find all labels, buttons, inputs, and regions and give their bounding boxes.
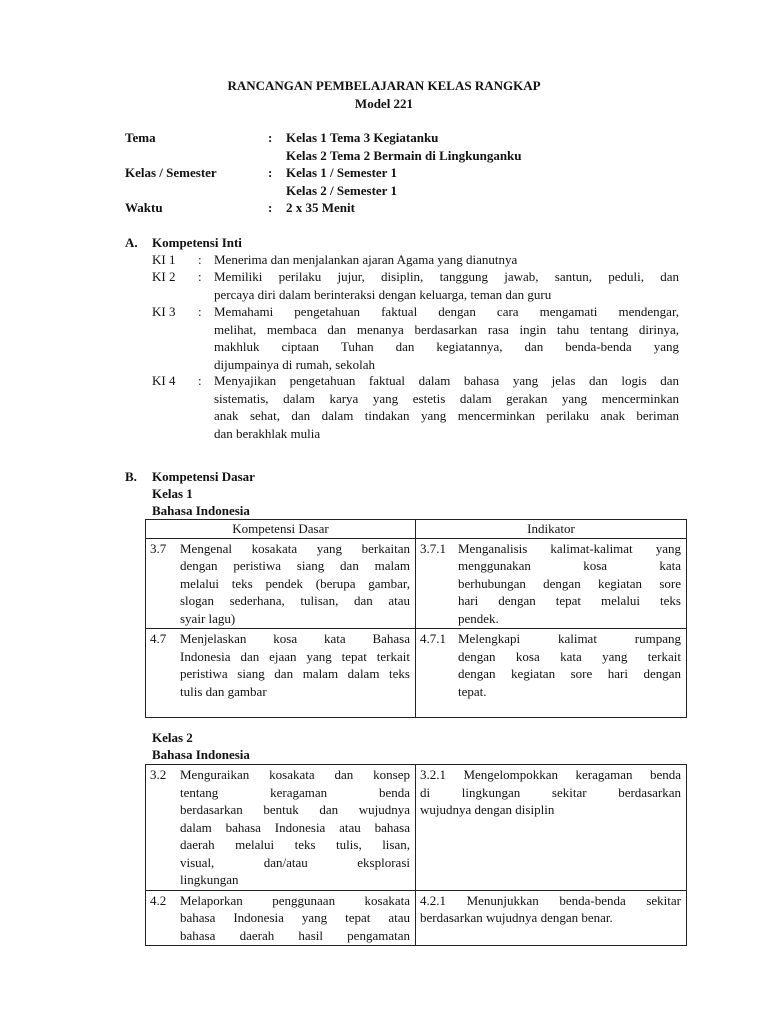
meta-value (286, 199, 686, 217)
indikator-cell (416, 629, 687, 718)
kd-cell (146, 538, 416, 629)
ki-text (214, 372, 679, 442)
table-row (146, 890, 687, 946)
ki-text (214, 268, 679, 303)
kd-line: peristiwa siang dan malam dalam teks (180, 666, 410, 681)
kelas2-label: Kelas 2 (152, 730, 193, 745)
kd-line: melalui teks pendek (berupa gambar, (180, 575, 410, 591)
kd-number: 3.2 (150, 767, 167, 782)
indikator-line: berhubungan dengan kegiatan sore (458, 575, 681, 591)
kd-line: dalam bahasa Indonesia atau bahasa (180, 819, 410, 835)
kd-line: dengan peristiwa siang dan malam (180, 558, 410, 573)
kelas1-label: Kelas 1 (152, 486, 193, 501)
meta-value-line: Kelas 2 Tema 2 Bermain di Lingkunganku (286, 147, 522, 163)
header-kompetensi-dasar: Kompetensi Dasar (146, 520, 416, 539)
kd-line: bahasa daerah hasil pengamatan (180, 927, 410, 943)
ki-line: Menerima dan menjalankan ajaran Agama yang dianutnya (214, 252, 518, 267)
meta-value-line: Kelas 1 / Semester 1 (286, 165, 397, 180)
kd-cell (146, 890, 416, 946)
indikator-number: 3.2.1 (420, 767, 446, 782)
indikator-line: di lingkungan sekitar berdasarkan (420, 784, 681, 800)
kelas2-subject: Bahasa Indonesia (152, 747, 250, 762)
meta-label: Waktu (125, 200, 163, 215)
kd-line: visual, dan/atau eksplorasi (180, 854, 410, 870)
kd-number: 4.2 (150, 892, 167, 908)
ki-colon: : (198, 304, 202, 319)
ki-line: sistematis, dalam karya yang estetis dalam gerakan yang mencerminkan (214, 390, 679, 406)
kd-line: tentang keragaman benda (180, 784, 410, 800)
section-a-letter: A. (125, 235, 138, 250)
ki-text (214, 251, 679, 269)
ki-line: melihat, membaca dan menanya berdasarkan rasa ingin tahu tentang dirinya, (214, 321, 679, 337)
meta-label: Kelas / Semester (125, 165, 217, 180)
kd-line: syair lagu) (180, 610, 236, 626)
meta-colon: : (268, 165, 273, 180)
ki-code: KI 3 (152, 304, 176, 319)
kd-line: daerah melalui teks tulis, lisan, (180, 837, 410, 852)
kd-cell (146, 629, 416, 718)
ki-line: anak sehat, dan dalam tindakan yang mencerminkan perilaku anak beriman (214, 408, 679, 423)
kelas2-table (145, 764, 687, 946)
kd-line: Melaporkan penggunaan kosakata (180, 892, 410, 908)
indikator-number: 4.7.1 (420, 631, 446, 646)
meta-label: Tema (125, 130, 156, 145)
ki-code: KI 4 (152, 373, 176, 388)
kd-text (150, 540, 410, 628)
header-indikator: Indikator (416, 520, 687, 539)
document-title: RANCANGAN PEMBELAJARAN KELAS RANGKAP (227, 78, 541, 93)
indikator-line: dengan kegiatan sore hari dengan (458, 666, 681, 681)
table-row (146, 765, 687, 891)
ki-line: Memahami pengetahuan faktual dengan cara mengamati mendengar, (214, 304, 679, 319)
indikator-number: 3.7.1 (420, 540, 446, 556)
kd-line: lingkungan (180, 872, 239, 887)
ki-code: KI 2 (152, 269, 176, 284)
indikator-text (420, 540, 681, 628)
kd-line: Menjelaskan kosa kata Bahasa (180, 631, 410, 646)
kd-line: bahasa Indonesia yang tepat atau (180, 910, 410, 925)
meta-value-line: Kelas 2 / Semester 1 (286, 182, 397, 198)
ki-line: Memiliki perilaku jujur, disiplin, tanggung jawab, santun, peduli, dan (214, 269, 679, 284)
ki-line: dijumpainya di rumah, sekolah (214, 356, 376, 372)
kd-line: Mengenal kosakata yang berkaitan (180, 540, 410, 556)
indikator-cell (416, 765, 687, 891)
kd-number: 3.7 (150, 540, 167, 556)
indikator-line: Menunjukkan benda-benda sekitar (466, 892, 681, 908)
indikator-text (420, 766, 681, 819)
ki-line: makhluk ciptaan Tuhan dan kegiatannya, dan benda-benda yang (214, 339, 679, 354)
indikator-line: Mengelompokkan keragaman benda (463, 767, 682, 782)
ki-text (214, 303, 679, 373)
kelas1-subject: Bahasa Indonesia (152, 503, 250, 518)
kd-line: Indonesia dan ejaan yang tepat terkait (180, 648, 410, 664)
kd-number: 4.7 (150, 631, 167, 646)
kd-line: Menguraikan kosakata dan konsep (180, 767, 410, 782)
ki-code: KI 1 (152, 252, 176, 267)
meta-value-line: Kelas 1 Tema 3 Kegiatanku (286, 130, 439, 145)
table-row (146, 629, 687, 718)
indikator-line: tepat. (458, 683, 487, 699)
indikator-text (420, 630, 681, 700)
kelas1-table (145, 519, 687, 718)
meta-value (286, 129, 686, 164)
table-header-row (146, 520, 687, 539)
meta-colon: : (268, 200, 273, 215)
kd-text (150, 766, 410, 889)
indikator-line: pendek. (458, 610, 499, 626)
indikator-line: wujudnya dengan disiplin (420, 802, 555, 817)
ki-colon: : (198, 269, 202, 284)
indikator-line: Menganalisis kalimat-kalimat yang (458, 540, 681, 556)
indikator-cell (416, 538, 687, 629)
section-a-heading: Kompetensi Inti (152, 235, 242, 250)
ki-line: percaya diri dalam berinteraksi dengan keluarga, teman dan guru (214, 286, 552, 302)
kd-line: slogan sederhana, tulisan, dan atau (180, 593, 410, 608)
section-b-heading: Kompetensi Dasar (152, 469, 255, 484)
meta-colon: : (268, 130, 273, 145)
indikator-number: 4.2.1 (420, 892, 446, 908)
ki-line: dan berakhlak mulia (214, 425, 321, 441)
section-b-letter: B. (125, 469, 137, 484)
kd-line: tulis dan gambar (180, 683, 267, 699)
indikator-line: menggunakan kosa kata (458, 558, 681, 573)
indikator-line: hari dengan tepat melalui teks (458, 593, 681, 608)
indikator-cell (416, 890, 687, 946)
ki-colon: : (198, 252, 202, 267)
kd-text (150, 630, 410, 700)
kd-text (150, 892, 410, 945)
kd-line: berdasarkan bentuk dan wujudnya (180, 802, 410, 817)
indikator-line: berdasarkan wujudnya dengan benar. (420, 910, 613, 925)
ki-line: Menyajikan pengetahuan faktual dalam bahasa yang jelas dan logis dan (214, 373, 679, 388)
meta-value-line: 2 x 35 Menit (286, 200, 355, 215)
indikator-line: Melengkapi kalimat rumpang (458, 631, 681, 646)
document-subtitle: Model 221 (354, 96, 414, 111)
indikator-line: dengan kosa kata yang terkait (458, 648, 681, 664)
ki-colon: : (198, 373, 202, 388)
indikator-text (420, 892, 681, 927)
meta-value (286, 164, 686, 199)
table-row (146, 538, 687, 629)
kd-cell (146, 765, 416, 891)
